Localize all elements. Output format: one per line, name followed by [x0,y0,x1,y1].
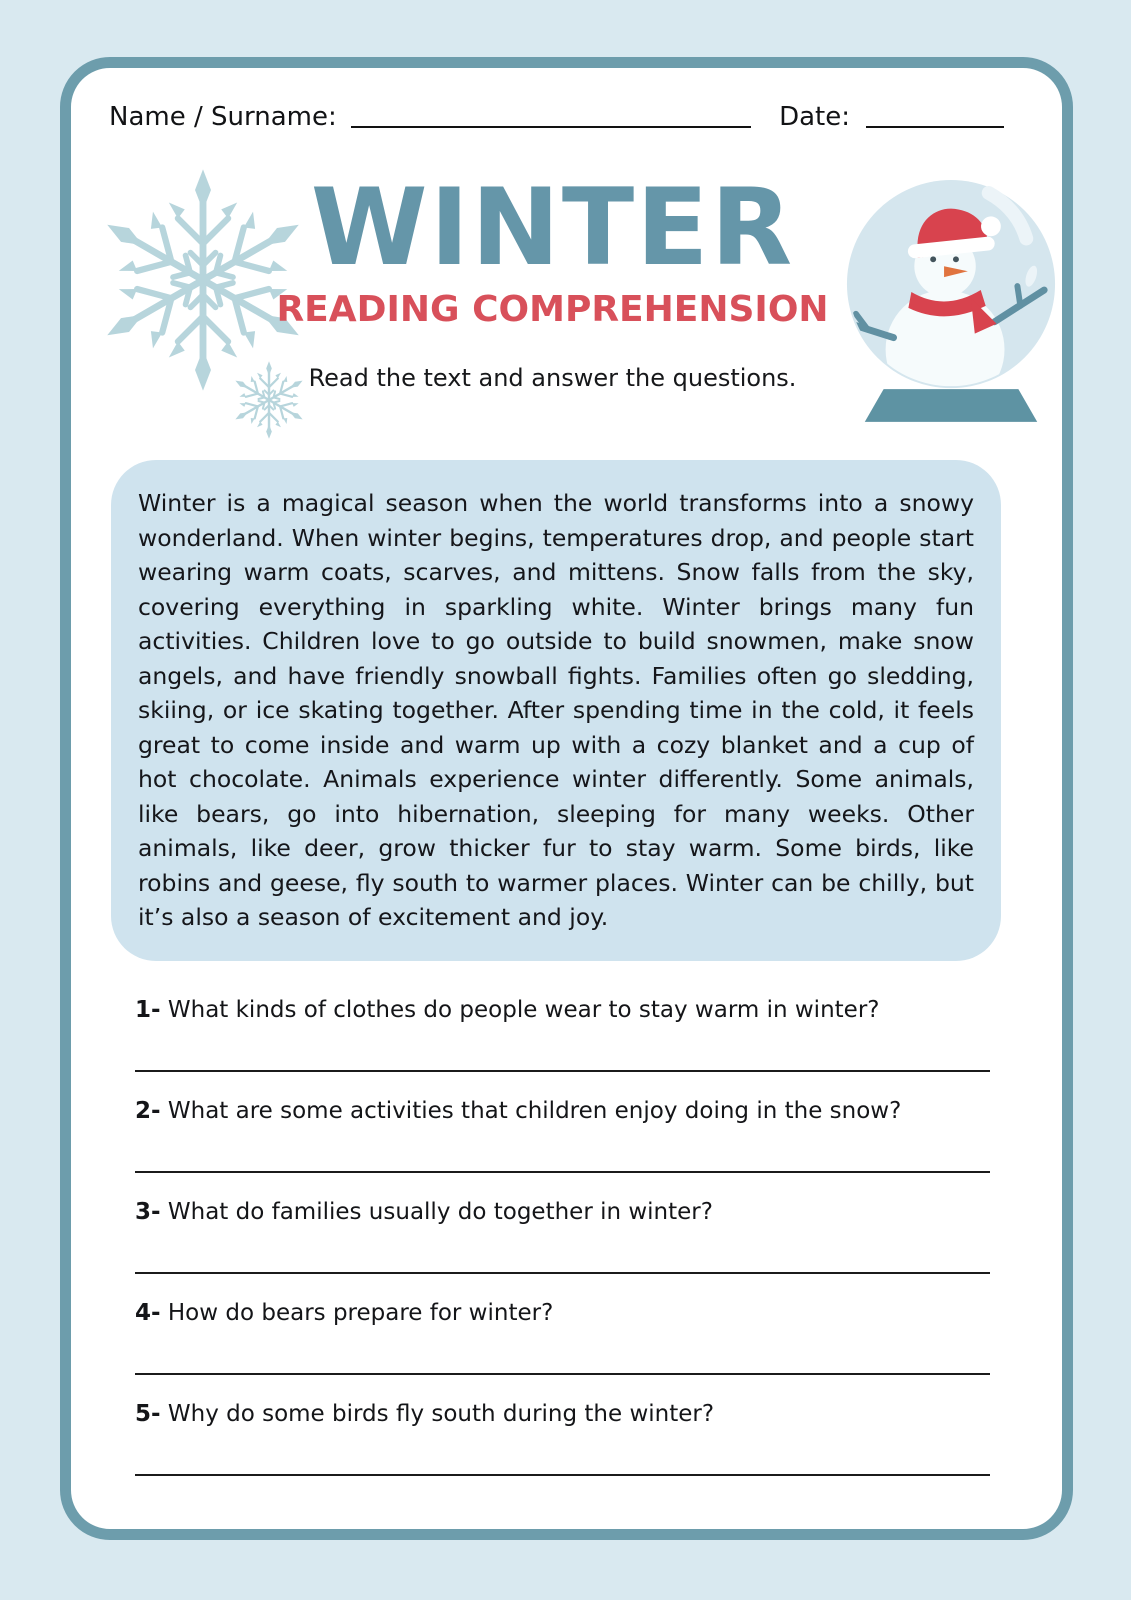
question-number: 5- [135,1401,161,1427]
question-item [135,995,990,1072]
worksheet-title: WINTER [310,166,795,289]
question-item [135,1197,990,1274]
name-input-line[interactable] [351,125,751,128]
worksheet-subtitle: READING COMPREHENSION [276,288,829,330]
answer-line[interactable] [135,1473,990,1476]
worksheet-card [60,57,1073,1540]
question-text: What are some activities that children enjoy doing in the snow? [167,1098,902,1124]
passage-text: Winter is a magical season when the world transforms into a snowy wonderland. When winter begins, temperatures drop, and people start wearing warm coats, scarves, and mittens. Snow falls from the sky, covering everything in sparkling white. Winter brings many fun activities. Children love to go outside to build snowmen, make snow angels, and have friendly snowball fights. Families often go sledding, skiing, or ice skating together. After spending time in the cold, it feels great to come inside and warm up with a cozy blanket and a cup of hot chocolate. Animals experience winter differently. Some animals, like bears, go into hibernation, sleeping for many weeks. Other animals, like deer, grow thicker fur to stay warm. Some birds, like robins and geese, fly south to warmer places. Winter can be chilly, but it’s also a season of excitement and joy. [138,489,974,931]
question-item [135,1399,990,1476]
question-number: 1- [135,997,161,1023]
name-date-row [109,102,1004,134]
question-item [135,1298,990,1375]
question-text-wrap [135,1197,990,1227]
question-text: Why do some birds fly south during the winter? [167,1401,715,1427]
passage-box [111,460,1001,961]
question-number: 4- [135,1300,161,1326]
question-number: 3- [135,1199,161,1225]
question-item [135,1096,990,1173]
title-block [71,166,1034,392]
question-number: 2- [135,1098,161,1124]
questions-section [135,995,990,1500]
answer-line[interactable] [135,1069,990,1072]
question-text: How do bears prepare for winter? [167,1300,554,1326]
question-text-wrap [135,1298,990,1328]
name-surname-label: Name / Surname: [109,102,337,132]
question-text-wrap [135,1096,990,1126]
instruction-text: Read the text and answer the questions. [308,363,797,392]
answer-line[interactable] [135,1170,990,1173]
question-text-wrap [135,995,990,1025]
date-input-line[interactable] [866,125,1004,128]
answer-line[interactable] [135,1372,990,1375]
question-text-wrap [135,1399,990,1429]
date-label: Date: [779,102,850,132]
question-text: What do families usually do together in winter? [167,1199,713,1225]
answer-line[interactable] [135,1271,990,1274]
question-text: What kinds of clothes do people wear to stay warm in winter? [167,997,880,1023]
